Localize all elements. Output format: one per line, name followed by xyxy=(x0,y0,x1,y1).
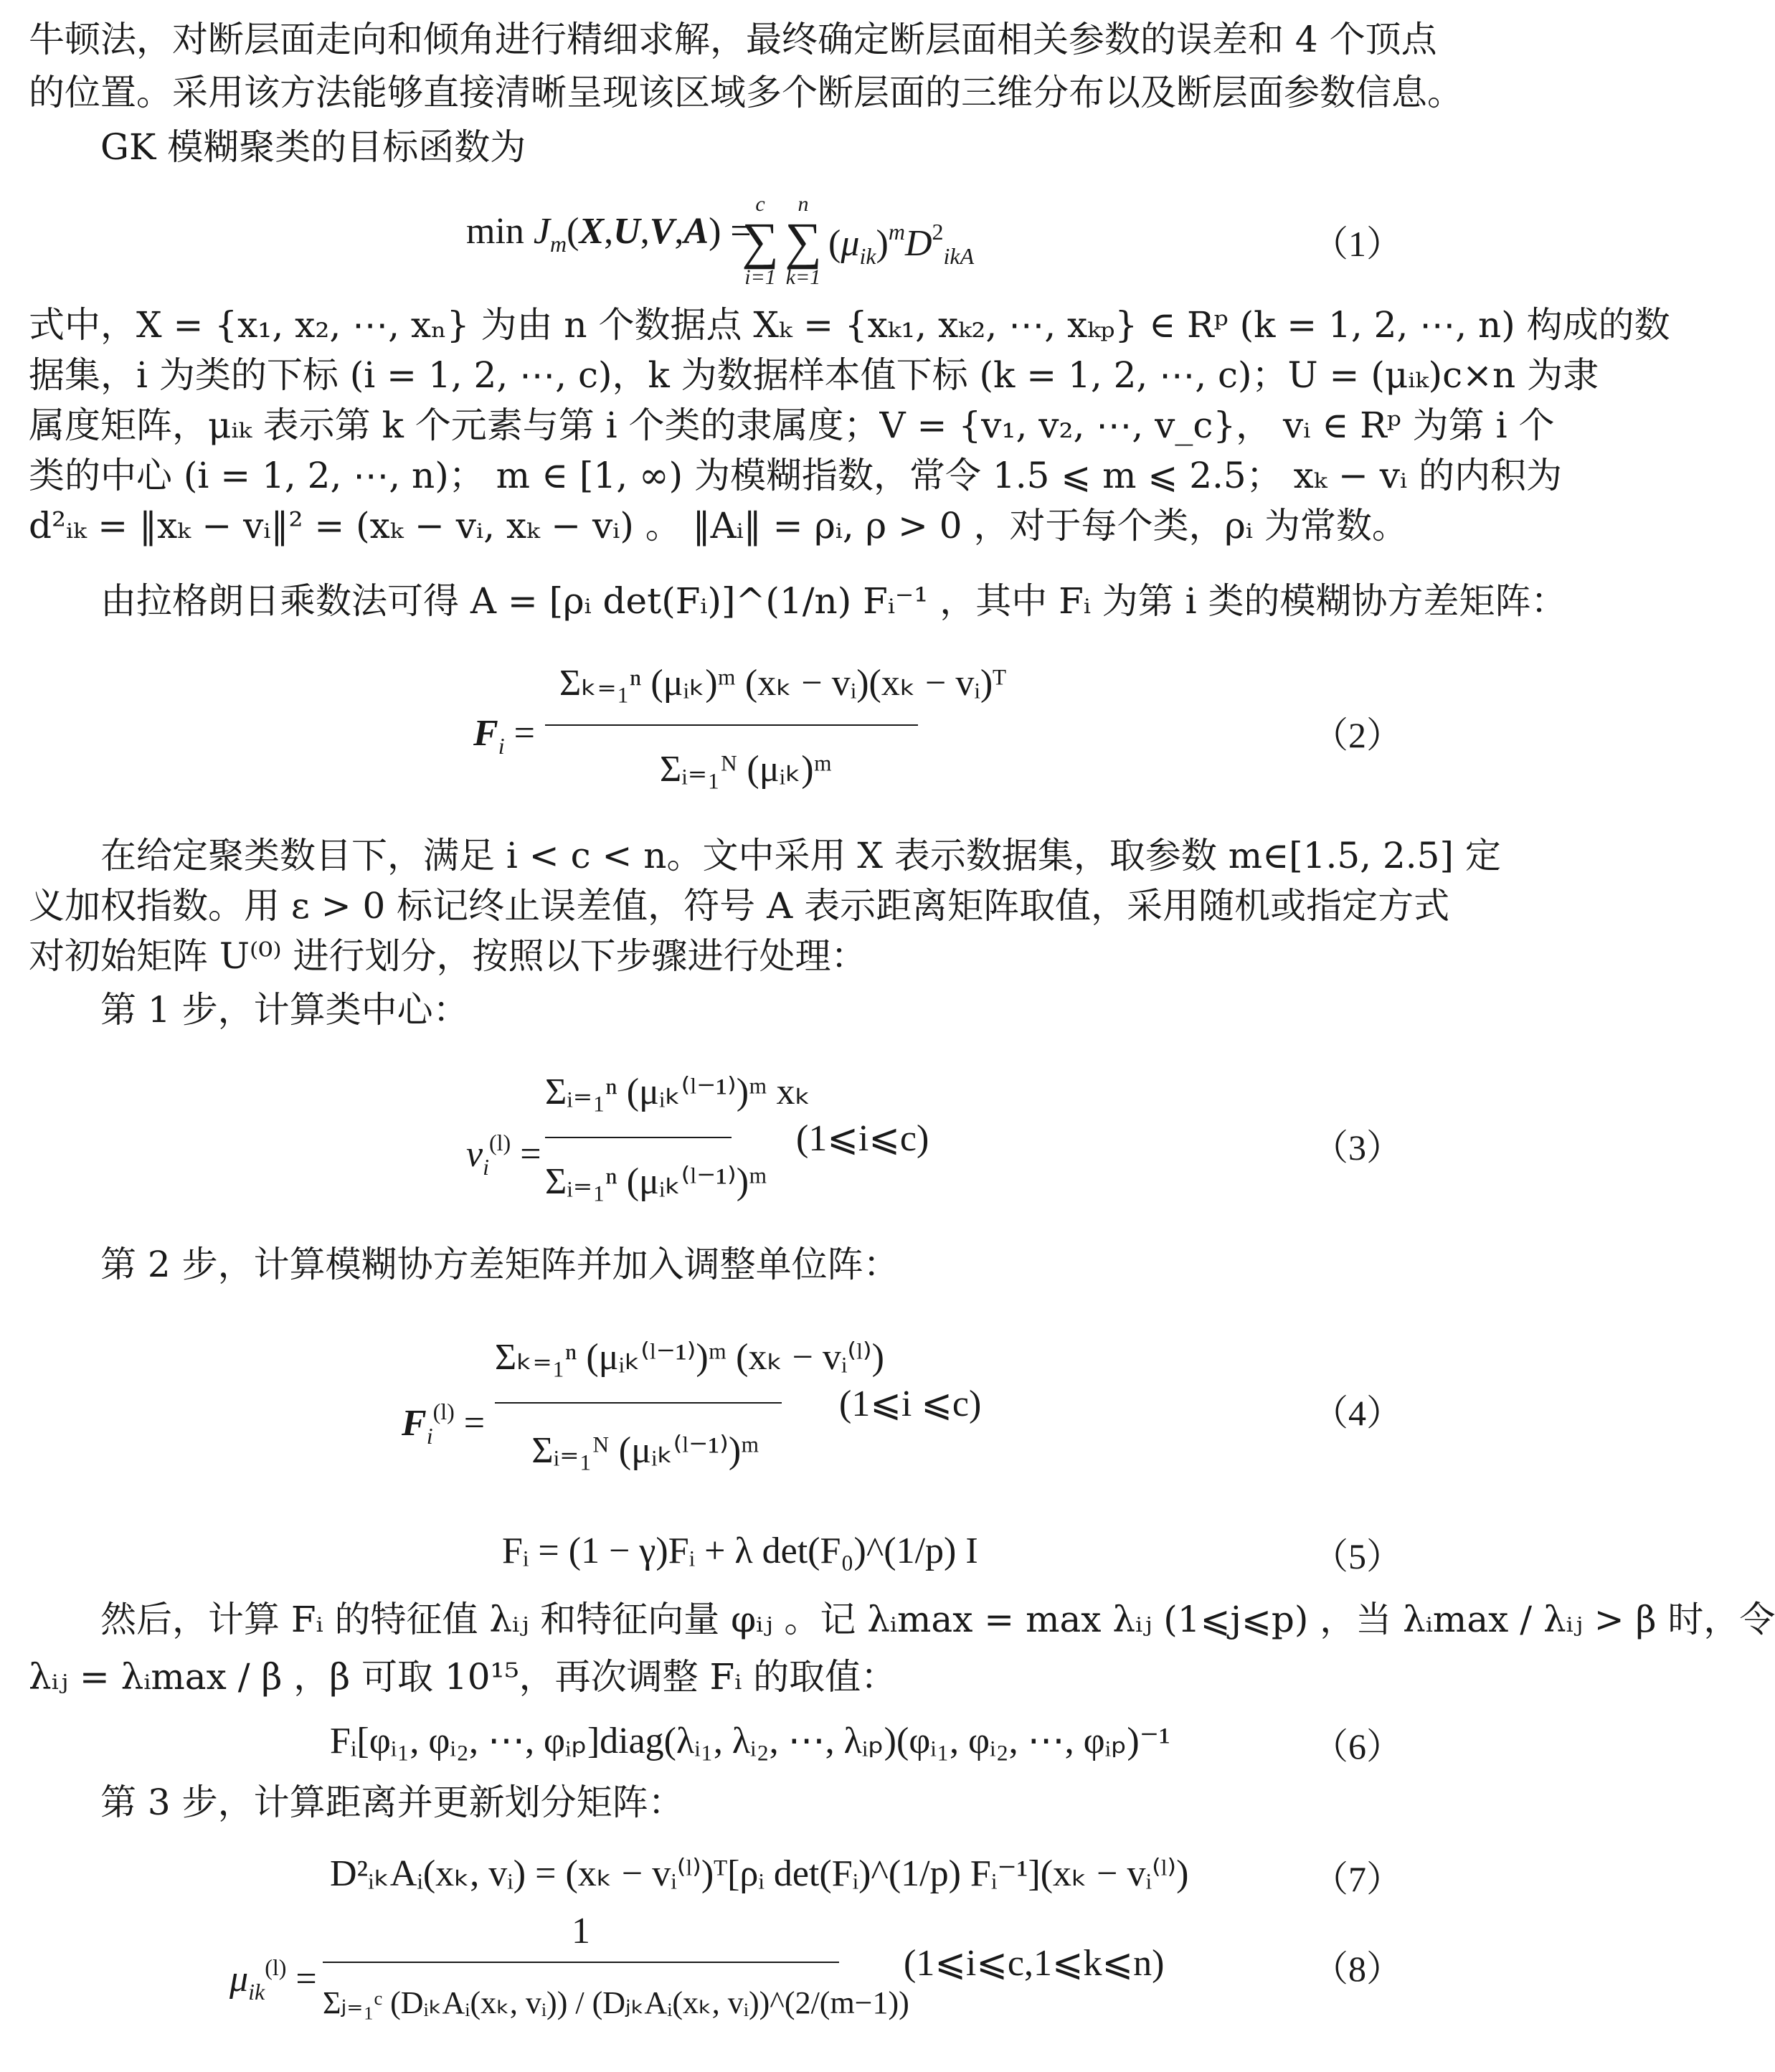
equation-2-lhs: $F_i$ = xyxy=(473,713,535,759)
equation-8-numerator: 1 xyxy=(572,1911,590,1952)
equation-4-numerator: Σₖ₌₁ⁿ (μᵢₖ⁽ˡ⁻¹⁾)ᵐ (xₖ − vᵢ⁽ˡ⁾) xyxy=(495,1337,884,1378)
equation-number: （8） xyxy=(1312,1949,1402,1989)
equation-4-condition: (1⩽i ⩽c) xyxy=(839,1383,982,1424)
equation-6: Fᵢ[φᵢ₁, φᵢ₂, ⋯, φᵢₚ]diag(λᵢ₁, λᵢ₂, ⋯, λᵢₚ)(φᵢ₁, φᵢ₂, ⋯, φᵢₚ)⁻¹ xyxy=(330,1721,1170,1761)
equation-4-denominator: Σᵢ₌₁ᴺ (μᵢₖ⁽ˡ⁻¹⁾)ᵐ xyxy=(531,1430,759,1471)
equation-4-lhs: $F_i^{(l)}$ = xyxy=(402,1399,486,1449)
paragraph-line: 属度矩阵，μᵢₖ 表示第 k 个元素与第 i 个类的隶属度；V = {v₁, v₂, ⋯, v_c}， vᵢ ∈ Rᵖ 为第 i 个 xyxy=(29,405,1555,446)
paragraph-line: d²ᵢₖ = ‖xₖ − vᵢ‖² = (xₖ − vᵢ, xₖ − vᵢ) 。 ‖Aᵢ‖ = ρᵢ, ρ > 0 ，对于每个类，ρᵢ 为常数。 xyxy=(29,505,1408,547)
equation-3-lhs: $v_i^{(l)}$ = xyxy=(466,1130,541,1180)
equation-number: （6） xyxy=(1312,1726,1402,1766)
equation-number: （4） xyxy=(1312,1393,1402,1433)
fraction-bar xyxy=(323,1962,839,1963)
equation-8-condition: (1⩽i⩽c,1⩽k⩽n) xyxy=(904,1943,1165,1984)
equation-1-term: $(\mu_{ik})^mD^2_{ikA}$ xyxy=(828,219,975,269)
equation-7: D²ᵢₖAᵢ(xₖ, vᵢ) = (xₖ − vᵢ⁽ˡ⁾)ᵀ[ρᵢ det(Fᵢ)^(1/p) Fᵢ⁻¹](xₖ − vᵢ⁽ˡ⁾) xyxy=(330,1853,1189,1894)
paragraph-line: 然后，计算 Fᵢ 的特征值 λᵢⱼ 和特征向量 φᵢⱼ 。记 λᵢmax = max λᵢⱼ (1⩽j⩽p) ，当 λᵢmax / λᵢⱼ > β 时，令 xyxy=(100,1599,1775,1640)
equation-2-numerator: Σₖ₌₁ⁿ (μᵢₖ)ᵐ (xₖ − vᵢ)(xₖ − vᵢ)ᵀ xyxy=(559,663,1006,704)
paragraph-line: 式中，X = {x₁, x₂, ⋯, xₙ} 为由 n 个数据点 Xₖ = {xₖ₁, xₖ₂, ⋯, xₖₚ} ∈ Rᵖ (k = 1, 2, ⋯, n) 构成的数 xyxy=(29,304,1670,346)
equation-3-numerator: Σᵢ₌₁ⁿ (μᵢₖ⁽ˡ⁻¹⁾)ᵐ xₖ xyxy=(545,1072,811,1112)
paragraph-line: λᵢⱼ = λᵢmax / β ，β 可取 10¹⁵，再次调整 Fᵢ 的取值： xyxy=(29,1656,897,1698)
equation-number: （5） xyxy=(1312,1536,1402,1576)
equation-number: （2） xyxy=(1312,715,1402,755)
equation-2-denominator: Σᵢ₌₁ᴺ (μᵢₖ)ᵐ xyxy=(660,749,832,790)
paragraph-line: 据集，i 为类的下标 (i = 1, 2, ⋯, c)，k 为数据样本值下标 (k = 1, 2, ⋯, c)；U = (μᵢₖ)c×n 为隶 xyxy=(29,354,1599,396)
equation-3-condition: (1⩽i⩽c) xyxy=(796,1118,929,1159)
sum-symbol: n ∑ k=1 xyxy=(785,192,822,289)
step-heading: 第 1 步，计算类中心： xyxy=(100,989,469,1031)
paragraph-line: 对初始矩阵 U⁽⁰⁾ 进行划分，按照以下步骤进行处理： xyxy=(29,935,867,977)
equation-8-lhs: $\mu_{ik}^{(l)}$ = xyxy=(229,1954,317,2005)
equation-1: $\min J_m(X,U,V,A)$ = xyxy=(466,211,752,257)
equation-3-denominator: Σᵢ₌₁ⁿ (μᵢₖ⁽ˡ⁻¹⁾)ᵐ xyxy=(545,1161,767,1202)
paragraph-line: 在给定聚类数目下，满足 i < c < n。文中采用 X 表示数据集，取参数 m∈[1.5, 2.5] 定 xyxy=(100,835,1501,876)
equation-number: （1） xyxy=(1312,224,1402,264)
sum-symbol: c ∑ i=1 xyxy=(742,192,779,289)
step-heading: 第 3 步，计算距离并更新划分矩阵： xyxy=(100,1782,684,1823)
equation-number: （7） xyxy=(1312,1859,1402,1899)
fraction-bar xyxy=(495,1402,782,1404)
paragraph-line: 义加权指数。用 ε > 0 标记终止误差值，符号 A 表示距离矩阵取值，采用随机或指定方式 xyxy=(29,885,1450,927)
equation-8-denominator: Σⱼ₌₁ᶜ (DᵢₖAᵢ(xₖ, vᵢ)) / (DⱼₖAᵢ(xₖ, vᵢ))^(2/(m−1)) xyxy=(323,1985,909,2020)
fraction-bar xyxy=(545,1137,732,1138)
step-heading: 第 2 步，计算模糊协方差矩阵并加入调整单位阵： xyxy=(100,1244,899,1285)
paragraph-line: GK 模糊聚类的目标函数为 xyxy=(100,126,526,168)
paragraph-line: 类的中心 (i = 1, 2, ⋯, n)； m ∈ [1, ∞) 为模糊指数，常令 1.5 ⩽ m ⩽ 2.5； xₖ − vᵢ 的内积为 xyxy=(29,455,1562,496)
equation-number: （3） xyxy=(1312,1127,1402,1168)
fraction-bar xyxy=(545,724,918,726)
equation-5: Fᵢ = (1 − γ)Fᵢ + λ det(F₀)^(1/p) I xyxy=(502,1531,978,1571)
paragraph-line: 由拉格朗日乘数法可得 A = [ρᵢ det(Fᵢ)]^(1/n) Fᵢ⁻¹ ，其中 Fᵢ 为第 i 类的模糊协方差矩阵： xyxy=(100,580,1567,622)
paragraph-line: 牛顿法，对断层面走向和倾角进行精细求解，最终确定断层面相关参数的误差和 4 个顶点 xyxy=(29,19,1437,60)
paragraph-line: 的位置。采用该方法能够直接清晰呈现该区域多个断层面的三维分布以及断层面参数信息。 xyxy=(29,72,1463,113)
